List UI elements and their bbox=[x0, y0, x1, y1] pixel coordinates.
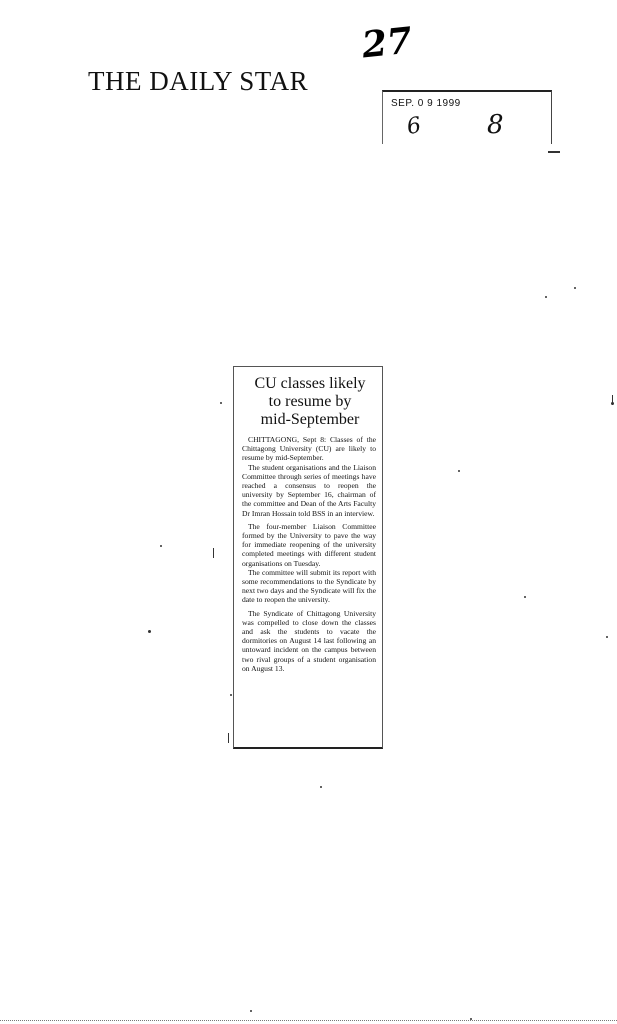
article-paragraph: The Syndicate of Chittagong University was compelled to close down the classes and ask the students to vacate the dormitories on August 14 last following an untoward incident on the campus between two rival groups of a student organisation on August 13. bbox=[242, 608, 376, 673]
scan-tick bbox=[228, 733, 229, 743]
headline-line: mid-September bbox=[260, 411, 360, 428]
scan-speck bbox=[160, 545, 162, 547]
scan-speck bbox=[320, 786, 322, 788]
scan-speck bbox=[524, 596, 526, 598]
scan-tick bbox=[213, 548, 214, 558]
article-body bbox=[242, 435, 376, 673]
scan-speck bbox=[220, 402, 222, 404]
headline-line: to resume by bbox=[268, 393, 352, 410]
article-paragraph: CHITTAGONG, Sept 8: Classes of the Chittagong University (CU) are likely to resume by mid-September. bbox=[242, 435, 376, 463]
scan-speck bbox=[545, 296, 547, 298]
date-stamp-text: SEP. 0 9 1999 bbox=[391, 98, 461, 109]
article-paragraph: The committee will submit its report with some recommendations to the Syndicate by next two days and the Syndicate will fix the date to reopen the university. bbox=[242, 567, 376, 605]
article-clipping bbox=[233, 366, 383, 749]
scan-speck bbox=[250, 1010, 252, 1012]
article-paragraph: The four-member Liaison Committee formed by the University to pave the way for immediate reopening of the university completed meetings with different student organisations on Tuesday. bbox=[242, 521, 376, 568]
top-dash bbox=[548, 151, 560, 153]
handwritten-mark-a: 6 bbox=[404, 112, 424, 141]
handwritten-mark-b: 8 bbox=[487, 110, 504, 140]
scan-speck bbox=[458, 470, 460, 472]
newspaper-masthead: THE DAILY STAR bbox=[88, 66, 309, 96]
handwritten-number: 27 bbox=[359, 19, 415, 67]
article-paragraph: The student organisations and the Liaison Committee through series of meetings have reached a consensus to reopen the university by September 16, chairman of the committee and Dean of the Arts Faculty Dr Imran Hossain told BSS in an interview. bbox=[242, 462, 376, 518]
scan-speck bbox=[148, 630, 151, 633]
scan-speck bbox=[574, 287, 576, 289]
scan-tick bbox=[612, 395, 613, 405]
scan-speck bbox=[606, 636, 608, 638]
date-stamp-box bbox=[382, 90, 552, 144]
scan-speck bbox=[230, 694, 232, 696]
headline-line: CU classes likely bbox=[254, 375, 366, 392]
article-headline bbox=[240, 375, 380, 429]
bottom-edge bbox=[0, 1020, 617, 1021]
